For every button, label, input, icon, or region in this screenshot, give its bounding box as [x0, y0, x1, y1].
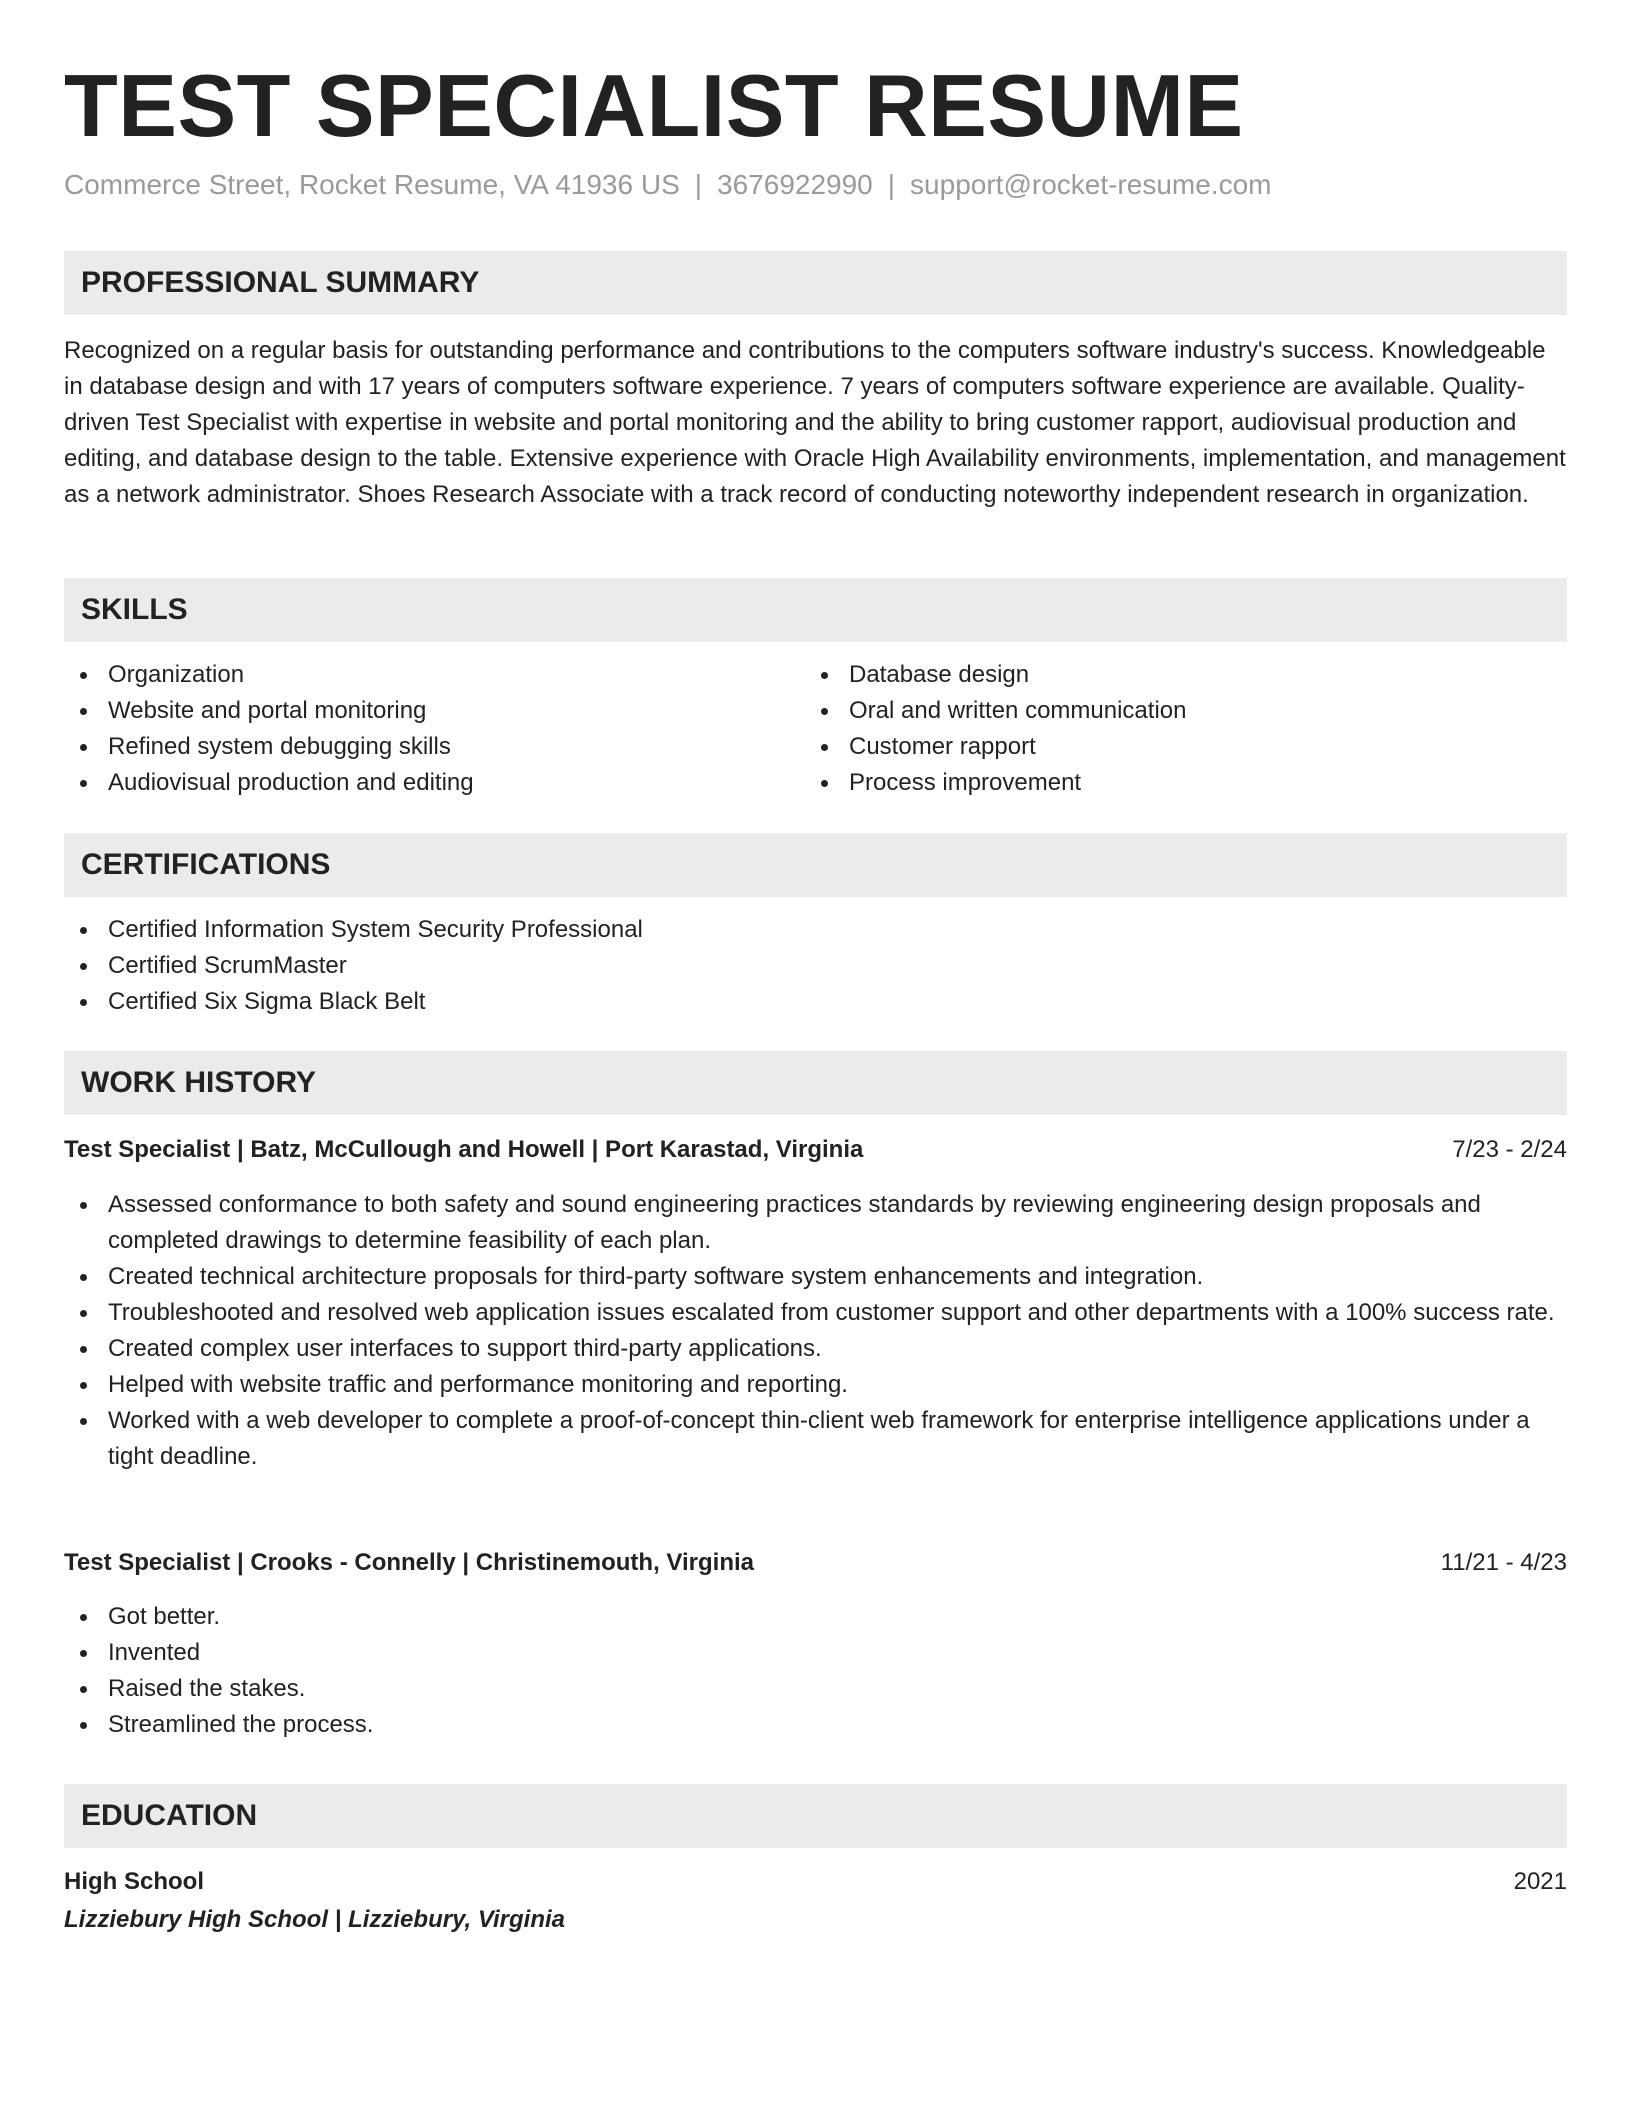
section-header-work-history: [64, 1051, 1567, 1115]
bullet-dot: [80, 1686, 87, 1693]
bullet-dot: [80, 1202, 87, 1209]
section-heading: EDUCATION: [81, 1799, 258, 1832]
job-bullet-text: Worked with a web developer to complete a proof-of-concept thin-client web framework for enterprise intelligence applications under a tight deadline.: [108, 1407, 1530, 1470]
bullet-dot: [80, 927, 87, 934]
section-heading: SKILLS: [81, 593, 188, 626]
skill-label: Customer rapport: [849, 733, 1036, 760]
job-bullet: [64, 1671, 1567, 1707]
skill-item: [805, 729, 1565, 765]
skill-label: Audiovisual production and editing: [108, 769, 474, 796]
section-heading: WORK HISTORY: [81, 1066, 317, 1099]
bullet-dot: [80, 963, 87, 970]
section-header-education: [64, 1784, 1567, 1848]
bullet-dot: [80, 708, 87, 715]
bullet-dot: [821, 708, 828, 715]
bullet-dot: [80, 1418, 87, 1425]
skill-item: [805, 657, 1565, 693]
bullet-dot: [80, 780, 87, 787]
contact-line: [64, 167, 1271, 203]
job-bullet: [64, 1295, 1567, 1331]
job-bullet: [64, 1707, 1567, 1743]
bullet-dot: [80, 1650, 87, 1657]
job-bullet: [64, 1187, 1567, 1259]
job-bullet-text: Raised the stakes.: [108, 1675, 306, 1702]
section-header-skills: [64, 578, 1567, 642]
job-dates: 11/21 - 4/23: [1440, 1549, 1567, 1576]
certification-item: [64, 912, 1567, 948]
skill-item: [64, 765, 799, 801]
job-bullet: [64, 1367, 1567, 1403]
skill-item: [805, 765, 1565, 801]
skill-item: [805, 693, 1565, 729]
job-bullet: [64, 1259, 1567, 1295]
job-bullet-text: Troubleshooted and resolved web application issues escalated from customer support and other departments with a 100% success rate.: [108, 1299, 1555, 1326]
bullet-dot: [821, 744, 828, 751]
section-header-certifications: [64, 833, 1567, 897]
summary-text: Recognized on a regular basis for outstanding performance and contributions to the computers software industry's success. Knowledgeable in database design and with 17 years of computers software experience. 7 years of computers software experience are available. Quality-driven Test Specialist with expertise in website and portal monitoring and the ability to bring customer rapport, audiovisual production and editing, and database design to the table. Extensive experience with Oracle High Availability environments, implementation, and management as a network administrator. Shoes Research Associate with a track record of conducting noteworthy independent research in organization.: [64, 337, 1566, 508]
job-bullet-text: Invented: [108, 1639, 201, 1666]
skill-label: Database design: [849, 661, 1030, 688]
resume-title: TEST SPECIALIST RESUME: [64, 56, 1244, 155]
contact-phone: 3676922990: [717, 169, 873, 200]
skill-label: Organization: [108, 661, 245, 688]
skill-item: [64, 657, 799, 693]
skill-item: [64, 729, 799, 765]
skill-label: Website and portal monitoring: [108, 697, 427, 724]
job-title: Test Specialist | Crooks - Connelly | Christinemouth, Virginia: [64, 1549, 754, 1576]
job-bullet: [64, 1403, 1567, 1475]
contact-separator: |: [694, 169, 703, 200]
contact-address: Commerce Street, Rocket Resume, VA 41936 US: [64, 169, 680, 200]
contact-separator: |: [887, 169, 896, 200]
bullet-dot: [821, 672, 828, 679]
skill-item: [64, 693, 799, 729]
bullet-dot: [80, 1614, 87, 1621]
bullet-dot: [80, 1722, 87, 1729]
job-bullet: [64, 1331, 1567, 1367]
skills-list-left: [64, 657, 799, 801]
bullet-dot: [80, 1382, 87, 1389]
job-bullet: [64, 1635, 1567, 1671]
job-bullet: [64, 1599, 1567, 1635]
certification-item: [64, 948, 1567, 984]
job-bullet-text: Helped with website traffic and performance monitoring and reporting.: [108, 1371, 848, 1398]
skills-list-right: [805, 657, 1565, 801]
skill-label: Oral and written communication: [849, 697, 1187, 724]
bullet-dot: [80, 1346, 87, 1353]
bullet-dot: [80, 744, 87, 751]
section-heading: CERTIFICATIONS: [81, 848, 331, 881]
bullet-dot: [80, 999, 87, 1006]
job-bullet-text: Created complex user interfaces to support third-party applications.: [108, 1335, 822, 1362]
job-bullet-text: Got better.: [108, 1603, 221, 1630]
bullet-dot: [80, 672, 87, 679]
education-year: 2021: [1513, 1868, 1567, 1895]
certification-label: Certified Six Sigma Black Belt: [108, 988, 426, 1015]
bullet-dot: [821, 780, 828, 787]
section-heading: PROFESSIONAL SUMMARY: [81, 266, 480, 299]
job-bullet-text: Assessed conformance to both safety and sound engineering practices standards by reviewing engineering design proposals and completed drawings to determine feasibility of each plan.: [108, 1191, 1481, 1254]
job-bullets: [64, 1187, 1567, 1475]
education-school: Lizziebury High School | Lizziebury, Virginia: [64, 1906, 565, 1933]
skill-label: Refined system debugging skills: [108, 733, 451, 760]
job-title: Test Specialist | Batz, McCullough and Howell | Port Karastad, Virginia: [64, 1136, 864, 1163]
skill-label: Process improvement: [849, 769, 1082, 796]
job-dates: 7/23 - 2/24: [1452, 1136, 1567, 1163]
education-degree: High School: [64, 1868, 204, 1895]
section-header-summary: [64, 251, 1567, 315]
certifications-list: [64, 912, 1567, 1020]
certification-label: Certified ScrumMaster: [108, 952, 347, 979]
job-bullet-text: Streamlined the process.: [108, 1711, 374, 1738]
bullet-dot: [80, 1310, 87, 1317]
job-bullets: [64, 1599, 1567, 1743]
contact-email: support@rocket-resume.com: [910, 169, 1272, 200]
certification-item: [64, 984, 1567, 1020]
job-bullet-text: Created technical architecture proposals for third-party software system enhancements and integration.: [108, 1263, 1204, 1290]
certification-label: Certified Information System Security Professional: [108, 916, 643, 943]
bullet-dot: [80, 1274, 87, 1281]
